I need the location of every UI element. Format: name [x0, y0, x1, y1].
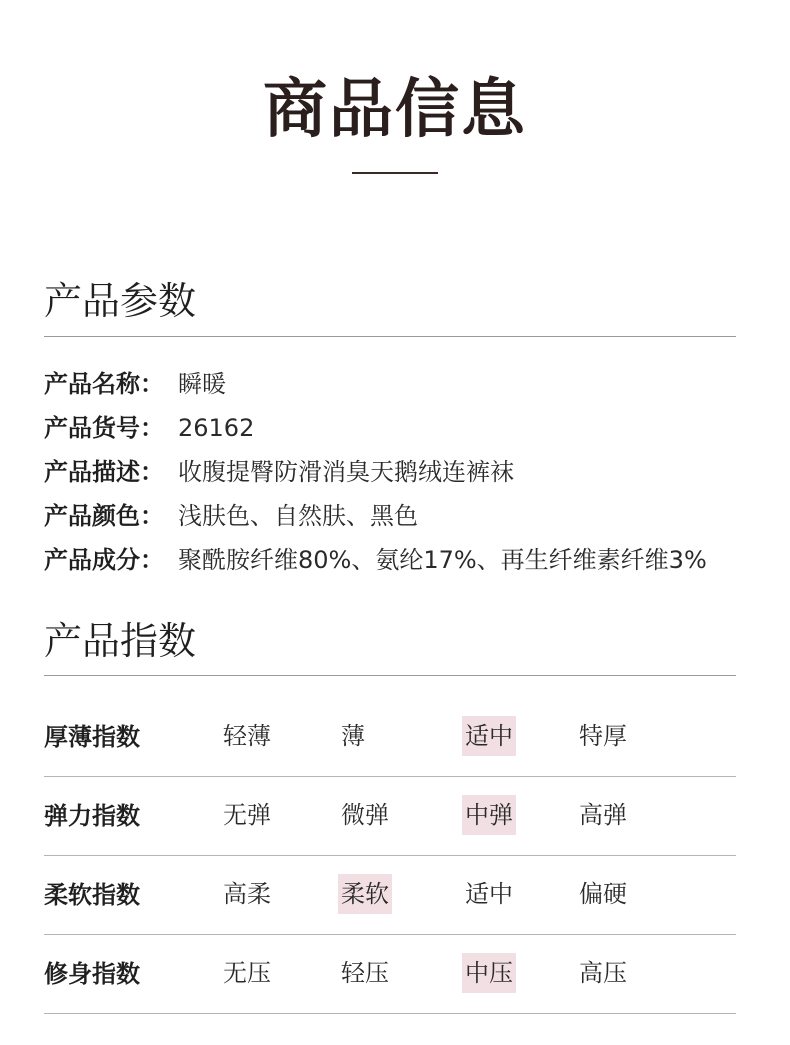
index-row-fit	[44, 935, 736, 1014]
param-label: 产品名称：	[44, 370, 164, 398]
param-value: 26162	[178, 414, 255, 442]
param-row-name	[44, 362, 744, 406]
page-title: 商品信息	[263, 73, 527, 147]
params-divider	[44, 336, 736, 337]
param-row-description	[44, 450, 744, 494]
title-divider	[352, 172, 438, 174]
param-value: 聚酰胺纤维80%、氨纶17%、再生纤维素纤维3%	[178, 546, 707, 574]
param-list	[44, 362, 744, 582]
param-value: 收腹提臀防滑消臭天鹅绒连裤袜	[178, 458, 514, 486]
index-option-selected: 适中	[462, 716, 516, 756]
param-label: 产品货号：	[44, 414, 164, 442]
index-option-selected: 柔软	[338, 874, 392, 914]
param-value: 浅肤色、自然肤、黑色	[178, 502, 418, 530]
index-row-elasticity	[44, 777, 736, 856]
index-label: 厚薄指数	[44, 723, 140, 751]
index-option: 高柔	[223, 880, 271, 908]
index-option: 轻压	[341, 959, 389, 987]
params-heading: 产品参数	[44, 279, 197, 323]
index-option: 薄	[341, 722, 365, 750]
index-table	[44, 698, 736, 1014]
param-value: 瞬暖	[178, 370, 226, 398]
index-option: 特厚	[579, 722, 627, 750]
param-row-sku	[44, 406, 744, 450]
index-option-selected: 中压	[462, 953, 516, 993]
index-divider	[44, 675, 736, 676]
index-option: 偏硬	[579, 880, 627, 908]
index-option: 适中	[465, 880, 513, 908]
index-option-selected: 中弹	[462, 795, 516, 835]
index-label: 弹力指数	[44, 802, 140, 830]
index-row-thickness	[44, 698, 736, 777]
index-option: 高弹	[579, 801, 627, 829]
index-label: 柔软指数	[44, 881, 140, 909]
index-option: 高压	[579, 959, 627, 987]
index-option: 轻薄	[223, 722, 271, 750]
index-label: 修身指数	[44, 960, 140, 988]
index-option: 无弹	[223, 801, 271, 829]
param-label: 产品颜色：	[44, 502, 164, 530]
index-row-softness	[44, 856, 736, 935]
param-row-color	[44, 494, 744, 538]
index-option: 无压	[223, 959, 271, 987]
param-label: 产品描述：	[44, 458, 164, 486]
index-heading: 产品指数	[44, 619, 197, 663]
index-option: 微弹	[341, 801, 389, 829]
param-row-material	[44, 538, 744, 582]
param-label: 产品成分：	[44, 546, 164, 574]
